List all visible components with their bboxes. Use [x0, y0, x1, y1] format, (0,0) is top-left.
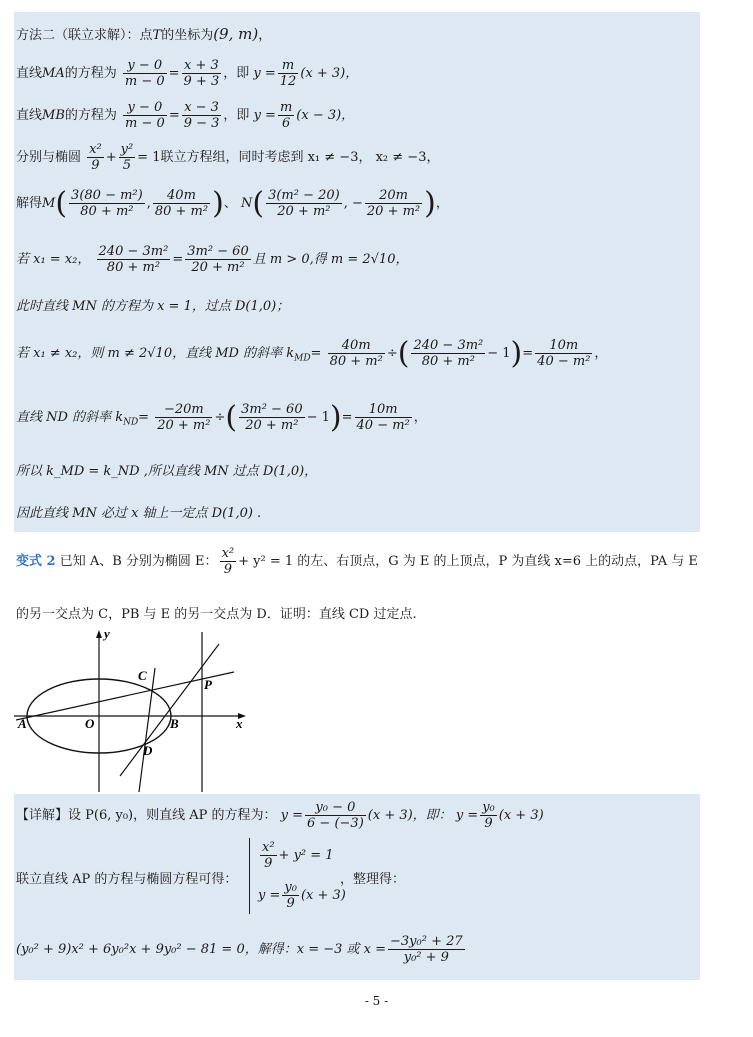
fraction: $\frac{x + 3}{9 + 3}$ — [183, 58, 220, 89]
line-PB — [120, 644, 219, 776]
label-C: C — [138, 668, 147, 683]
method2-line9: 直线 ND 的斜率 $k_{ND}=$ $\frac{-20m}{\text{20 + m²}}$ ÷( $\frac{\text{3m² − 60}}{\text{20 + m²}}$ − 1)= $\frac{10m}{\text{40 − m²}}$ ， — [16, 400, 427, 435]
line-AP — [16, 672, 234, 720]
fraction: $\frac{\text{3m² − 60}}{\text{20 + m²}}$ — [187, 244, 249, 275]
fraction: $\frac{\text{x²}}{9}$ — [262, 840, 275, 871]
fraction: $\frac{\text{3m² − 60}}{\text{20 + m²}}$ — [241, 402, 303, 433]
fraction: $\frac{m}{12}$ — [279, 58, 297, 89]
page-number: - 5 - — [364, 994, 389, 1008]
fraction: $\frac{y - 0}{m - 0}$ — [124, 58, 165, 89]
label-O: O — [85, 716, 95, 731]
system-eq2: y = $\frac{\text{y₀}}{9}$ (x + 3) — [258, 880, 346, 911]
method2-line5: 解得M( $\frac{\text{3(80 − m²)}}{\text{80 + m²}}$ , $\frac{40m}{\text{80 + m²}}$ )、 N( $\frac{\text{3(m² − 20)}}{\text{20 + m²}}$ , − $\frac{20m}{\text{20 + m²}}$ )， — [16, 186, 449, 221]
fraction: $\frac{\text{240 − 3m²}}{\text{80 + m²}}$ — [98, 244, 169, 275]
variant-label: 变式 2 — [16, 554, 56, 569]
fraction: $\frac{m}{6}$ — [279, 100, 293, 131]
method2-line10: 所以 k_MD = k_ND ,所以直线 MN 过点 D(1,0)， — [16, 464, 318, 479]
fraction: $\frac{\text{−3y₀² + 27}}{\text{y₀² + 9}}$ — [390, 934, 463, 965]
method2-line3: 直线MB的方程为 $\frac{y - 0}{m - 0}$ = $\frac{x - 3}{9 - 3}$ ，即 y = $\frac{m}{6}$ (x − 3)， — [16, 100, 355, 131]
system-eq1: $\frac{\text{x²}}{9}$ + y² = 1 — [262, 840, 334, 871]
geometry-figure — [12, 628, 252, 794]
fraction: $\frac{-20m}{\text{20 + m²}}$ — [157, 402, 211, 433]
fraction: $\frac{y - 0}{m - 0}$ — [125, 100, 165, 131]
fraction: $\frac{\text{x²}}{9}$ — [89, 142, 102, 173]
label-y: y — [104, 628, 110, 641]
fraction: $\frac{\text{y₀ − 0}}{6 - (-3)}$ — [307, 800, 364, 831]
fraction: $\frac{\text{y₀}}{9}$ — [284, 880, 297, 911]
label-x: x — [236, 716, 243, 731]
y-axis-arrow — [96, 630, 102, 638]
fraction: $\frac{\text{x²}}{9}$ — [221, 546, 235, 577]
fraction: $\frac{20m}{\text{20 + m²}}$ — [366, 188, 421, 219]
label-A: A — [18, 716, 27, 731]
method2-line6: 若 x₁ = x₂， $\frac{\text{240 − 3m²}}{\text{80 + m²}}$ = $\frac{\text{3m² − 60}}{\text{20 + m²}}$ 且 m > 0,得 m = 2√10， — [16, 244, 409, 275]
solution-line3: (y₀² + 9)x² + 6y₀²x + 9y₀² − 81 = 0，解得：x = −3 或 x = $\frac{\text{−3y₀² + 27}}{\text{y₀² + 9}}$ — [16, 934, 463, 965]
fraction: $\frac{\text{3(80 − m²)}}{\text{80 + m²}}$ — [71, 188, 143, 219]
fraction: $\frac{x - 3}{9 - 3}$ — [183, 100, 220, 131]
method2-line7: 此时直线 MN 的方程为 x = 1，过点 D(1,0)； — [16, 299, 290, 314]
fraction: $\frac{40m}{\text{80 + m²}}$ — [154, 188, 209, 219]
fraction: $\frac{40m}{\text{80 + m²}}$ — [329, 338, 383, 369]
solution-line1: 【详解】设 P(6, y₀)，则直线 AP 的方程为： y = $\frac{\text{y₀ − 0}}{6 - (-3)}$ (x + 3)，即： y = $\frac{\text{y₀}}{9}$ (x + 3) — [16, 800, 544, 831]
method2-line4: 分别与椭圆 $\frac{\text{x²}}{9}$ + $\frac{\text{y²}}{5}$ = 1联立方程组，同时考虑到 x₁ ≠ −3， x₂ ≠ −3， — [16, 142, 440, 173]
fraction: $\frac{\text{240 − 3m²}}{\text{80 + m²}}$ — [413, 338, 484, 369]
variant2-line2: 的另一交点为 C，PB 与 E 的另一交点为 D．证明：直线 CD 过定点. — [16, 607, 417, 622]
method2-line8: 若 x₁ ≠ x₂，则 m ≠ 2√10，直线 MD 的斜率 $k_{MD}=$ $\frac{40m}{\text{80 + m²}}$ ÷( $\frac{\text{240 − 3m²}}{\text{80 + m²}}$ − 1)= $\frac{10m}{\text{40 − m²}}$ ， — [16, 336, 608, 371]
method2-line1: 方法二（联立求解）：点T的坐标为(9, m)， — [16, 25, 272, 43]
fraction: $\frac{\text{y²}}{5}$ — [120, 142, 134, 173]
fraction: $\frac{\text{3(m² − 20)}}{\text{20 + m²}}$ — [268, 188, 340, 219]
solution-line2-prefix: 联立直线 AP 的方程与椭圆方程可得： — [16, 872, 238, 887]
label-D: D — [143, 743, 153, 758]
fraction: $\frac{10m}{\text{40 − m²}}$ — [537, 338, 591, 369]
fraction: $\frac{10m}{\text{40 − m²}}$ — [356, 402, 410, 433]
solution-line2-after: ，整理得： — [340, 872, 406, 887]
method2-line2: 直线MA的方程为 $\frac{y - 0}{m - 0}$ = $\frac{x + 3}{9 + 3}$ ，即 y = $\frac{m}{12}$ (x + 3)， — [16, 58, 359, 89]
system-brace — [249, 838, 256, 914]
label-B: B — [170, 716, 179, 731]
method2-line11: 因此直线 MN 必过 x 轴上一定点 D(1,0) . — [16, 506, 262, 521]
fraction: $\frac{\text{y₀}}{9}$ — [482, 800, 495, 831]
variant2-line1: 变式 2 已知 A、B 分别为椭圆 E： $\frac{\text{x²}}{9}$ + y² = 1 的左、右顶点，G 为 E 的上顶点，P 为直线 x=6 上的动点，PA 与 E — [16, 546, 698, 577]
label-P: P — [204, 677, 212, 692]
